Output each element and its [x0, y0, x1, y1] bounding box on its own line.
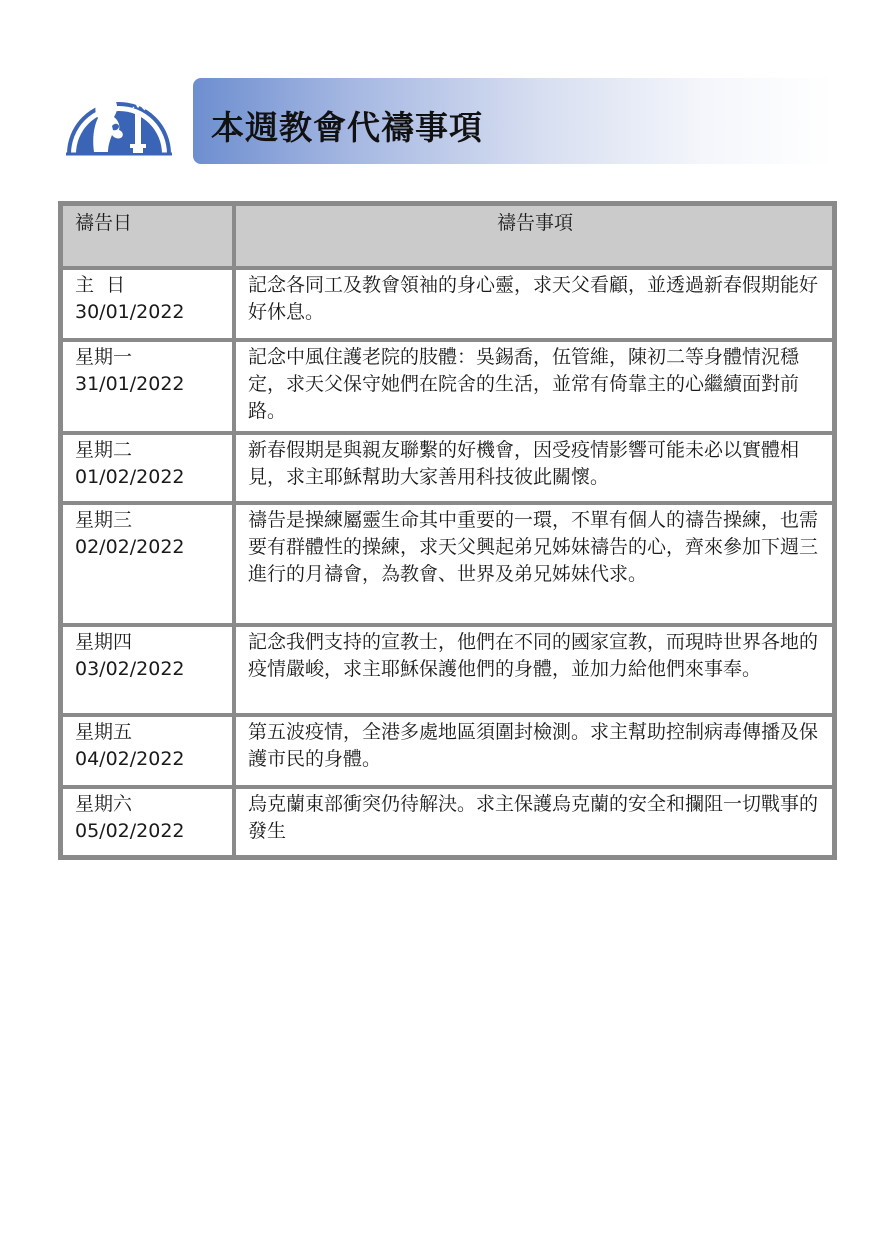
date-cell: [61, 268, 234, 340]
date-cell: [61, 715, 234, 787]
table-row: [61, 715, 834, 787]
date-value: 05/02/2022: [75, 820, 185, 842]
date-cell: [61, 340, 234, 433]
date-value: 02/02/2022: [75, 536, 185, 558]
weekday-label: 主 日: [75, 274, 126, 296]
prayer-item-text: 記念中風住護老院的肢體：吳錫喬，伍管維，陳初二等身體情況穩定，求天父保守她們在院舍的生活，並常有倚靠主的心繼續面對前路。: [234, 340, 834, 433]
date-cell: [61, 503, 234, 625]
prayer-item-text: 第五波疫情，全港多處地區須圍封檢測。求主幫助控制病毒傳播及保護市民的身體。: [234, 715, 834, 787]
table-row: [61, 787, 834, 857]
date-cell: [61, 625, 234, 715]
prayer-item-text: 新春假期是與親友聯繫的好機會，因受疫情影響可能未必以實體相見，求主耶穌幫助大家善用科技彼此關懷。: [234, 433, 834, 503]
date-cell: [61, 787, 234, 857]
date-value: 04/02/2022: [75, 748, 185, 770]
date-value: 31/01/2022: [75, 373, 185, 395]
table-row: [61, 340, 834, 433]
table-row: [61, 268, 834, 340]
column-header-item: 禱告事項: [234, 204, 834, 268]
table-row: [61, 625, 834, 715]
prayer-item-text: 記念我們支持的宣教士，他們在不同的國家宣教，而現時世界各地的疫情嚴峻，求主耶穌保護他們的身體，並加力給他們來事奉。: [234, 625, 834, 715]
date-value: 30/01/2022: [75, 301, 185, 323]
church-logo-icon: [64, 68, 174, 158]
weekday-label: 星期五: [75, 721, 133, 743]
weekday-label: 星期四: [75, 631, 133, 653]
date-value: 03/02/2022: [75, 658, 185, 680]
prayer-item-text: 記念各同工及教會領袖的身心靈，求天父看顧，並透過新春假期能好好休息。: [234, 268, 834, 340]
table-row: [61, 503, 834, 625]
date-value: 01/02/2022: [75, 466, 185, 488]
weekday-label: 星期六: [75, 793, 133, 815]
title-banner: [193, 78, 833, 164]
weekday-label: 星期二: [75, 439, 133, 461]
weekday-label: 星期三: [75, 509, 133, 531]
table-row: [61, 433, 834, 503]
prayer-items-table: [58, 201, 837, 860]
prayer-item-text: 禱告是操練屬靈生命其中重要的一環，不單有個人的禱告操練，也需要有群體性的操練，求天父興起弟兄姊妹禱告的心，齊來參加下週三進行的月禱會，為教會、世界及弟兄姊妹代求。: [234, 503, 834, 625]
date-cell: [61, 433, 234, 503]
table-header-row: [61, 204, 834, 268]
weekday-label: 星期一: [75, 346, 133, 368]
column-header-date: 禱告日: [61, 204, 234, 268]
prayer-item-text: 烏克蘭東部衝突仍待解決。求主保護烏克蘭的安全和攔阻一切戰事的發生: [234, 787, 834, 857]
page-title: 本週教會代禱事項: [211, 108, 483, 147]
